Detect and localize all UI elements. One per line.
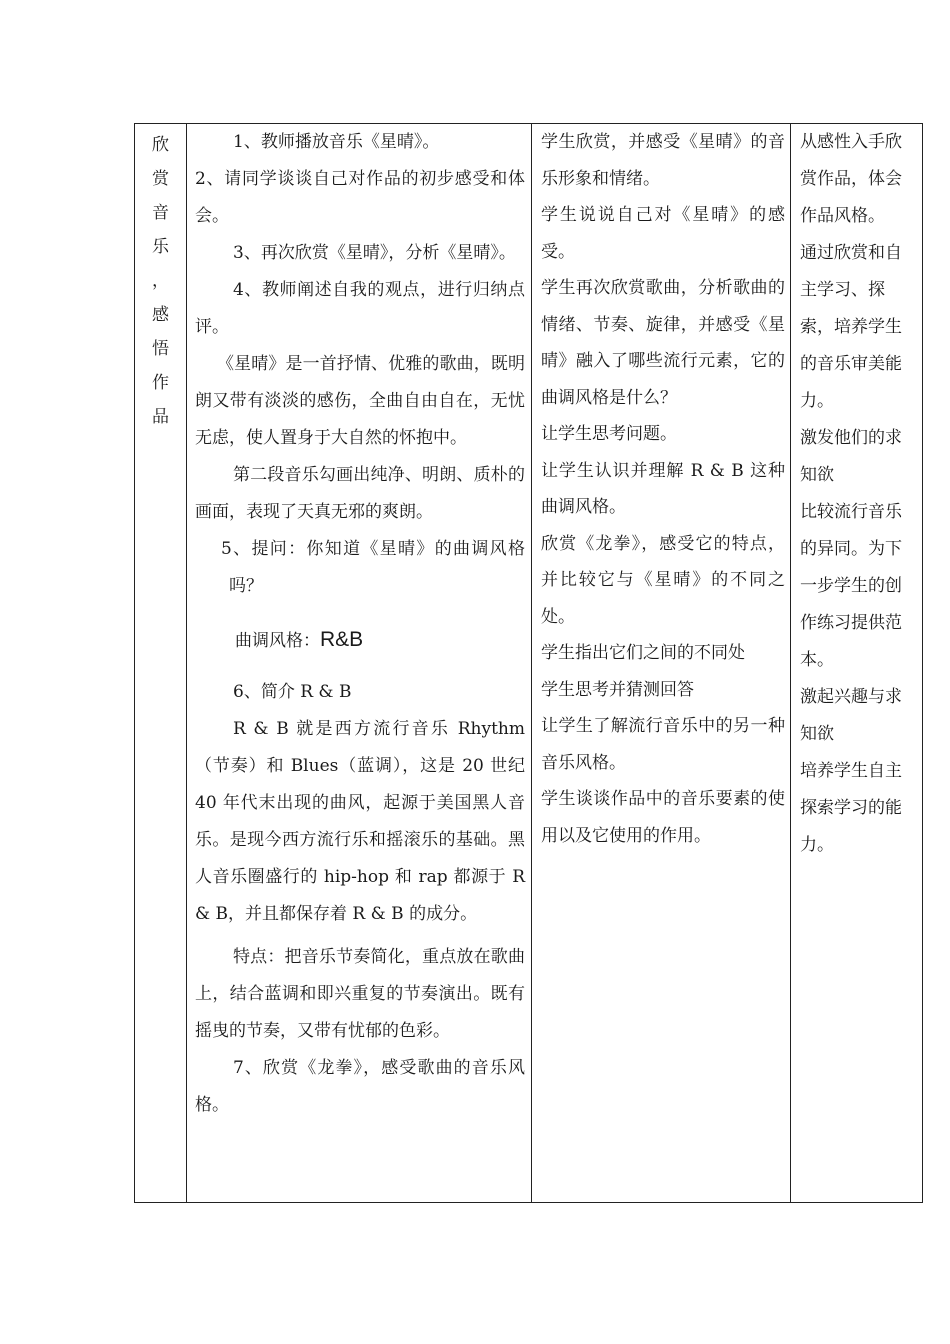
stage-char: 音 (152, 203, 169, 223)
student-activity-cell (532, 124, 791, 1203)
student-paragraph: 学生谈谈作品中的音乐要素的使用以及它使用的作用。 (541, 789, 785, 846)
student-paragraph: 学生欣赏，并感受《星晴》的音乐形象和情绪。 (541, 132, 785, 189)
teacher-paragraph: 1、教师播放音乐《星晴》。 (233, 132, 440, 152)
student-paragraph: 学生再次欣赏歌曲，分析歌曲的情绪、节奏、旋律，并感受《星晴》融入了哪些流行元素，它的曲调风格是什么？ (541, 278, 785, 408)
intent-paragraph: 通过欣赏和自主学习、探索，培养学生的音乐审美能力。 (800, 243, 902, 411)
design-intent-cell (791, 124, 923, 1203)
teacher-question: 5、提问：你知道《星晴》的曲调风格吗？ (221, 539, 525, 596)
teacher-paragraph: R & B 就是西方流行音乐 Rhythm（节奏）和 Blues（蓝调），这是 20 世纪 40 年代末出现的曲风，起源于美国黑人音乐。是现今西方流行乐和摇滚乐的基础。黑人音乐圈盛行的 hip-hop 和 rap 都源于 R & B，并且都保存着 R & B 的成分。 (195, 719, 525, 924)
stage-char: 欣 (152, 135, 169, 155)
style-label: 曲调风格： (235, 631, 320, 651)
student-paragraph: 让学生思考问题。 (541, 424, 677, 444)
teacher-paragraph: 6、简介 R & B (233, 682, 352, 702)
stage-char: 乐 (152, 237, 169, 257)
intent-paragraph: 比较流行音乐的异同。为下一步学生的创作练习提供范本。 (800, 502, 902, 670)
intent-paragraph: 激发他们的求知欲 (800, 428, 902, 485)
stage-char: 感 (152, 305, 169, 325)
intent-paragraph: 激起兴趣与求知欲 (800, 687, 902, 744)
stage-label (135, 124, 186, 434)
student-paragraph: 让学生认识并理解 R & B 这种曲调风格。 (541, 460, 785, 517)
teacher-paragraph: 7、欣赏《龙拳》，感受歌曲的音乐风格。 (195, 1058, 525, 1115)
student-paragraph: 让学生了解流行音乐中的另一种音乐风格。 (541, 716, 785, 773)
teacher-paragraph: 《星晴》是一首抒情、优雅的歌曲，既明朗又带有淡淡的感伤，全曲自由自在，无忧无虑，使人置身于大自然的怀抱中。 (195, 354, 525, 448)
style-value: R&B (320, 628, 364, 651)
teacher-paragraph: 特点：把音乐节奏简化，重点放在歌曲上，结合蓝调和即兴重复的节奏演出。既有摇曳的节奏，又带有忧郁的色彩。 (195, 947, 525, 1041)
stage-char: 作 (152, 373, 169, 393)
student-paragraph: 学生指出它们之间的不同处 (541, 643, 745, 663)
intent-paragraph: 培养学生自主探索学习的能力。 (800, 761, 902, 855)
student-paragraph: 学生说说自己对《星晴》的感受。 (541, 205, 785, 262)
teacher-paragraph: 4、教师阐述自我的观点，进行归纳点评。 (195, 280, 525, 337)
student-paragraph: 学生思考并猜测回答 (541, 679, 694, 700)
student-paragraph: 欣赏《龙拳》，感受它的特点，并比较它与《星晴》的不同之处。 (541, 533, 785, 627)
stage-cell (135, 124, 187, 1203)
teacher-activity-cell (187, 124, 532, 1203)
stage-char: 品 (152, 407, 169, 427)
stage-char: 赏 (152, 169, 169, 189)
teacher-paragraph: 3、再次欣赏《星晴》，分析《星晴》。 (233, 243, 516, 263)
lesson-table (134, 123, 923, 1203)
stage-char: 悟 (152, 339, 169, 359)
intent-paragraph: 从感性入手欣赏作品，体会作品风格。 (800, 132, 902, 226)
teacher-paragraph: 第二段音乐勾画出纯净、明朗、质朴的画面，表现了天真无邪的爽朗。 (195, 465, 525, 522)
style-line (187, 621, 531, 660)
stage-char: ， (152, 271, 169, 291)
table-row (135, 124, 923, 1203)
teacher-paragraph: 2、请同学谈谈自己对作品的初步感受和体会。 (195, 169, 525, 226)
